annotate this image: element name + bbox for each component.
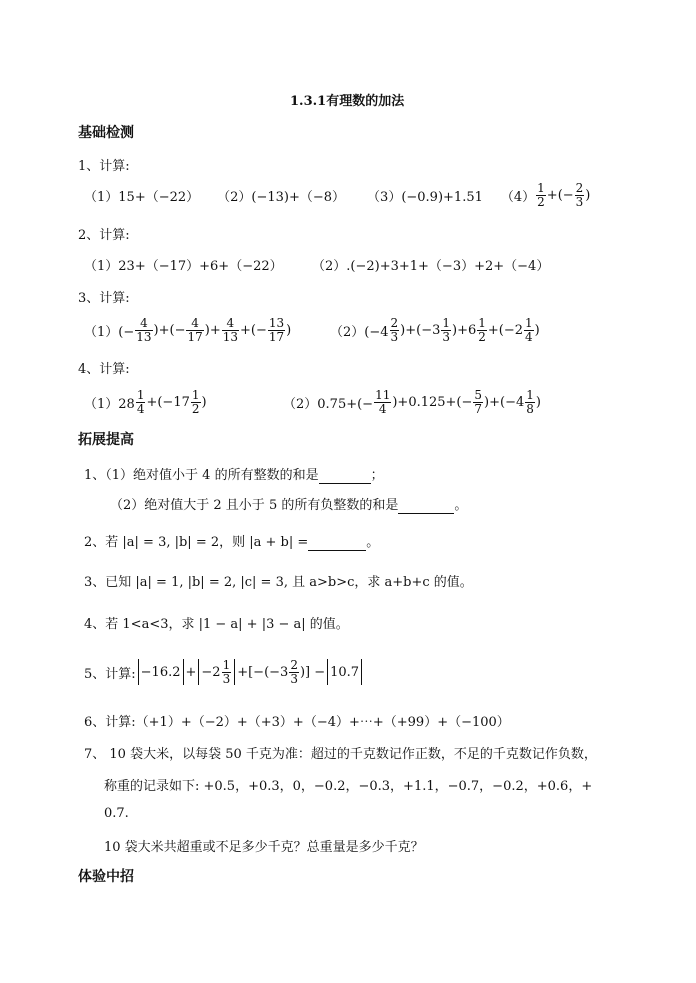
q4-label: 4、计算:: [78, 362, 130, 377]
fraction: $\frac{1}{2}$: [191, 387, 200, 416]
expr-text: （2）0.75+(−: [283, 396, 374, 412]
q1-label: 1、计算:: [78, 159, 130, 174]
page-title: 1.3.1有理数的加法: [290, 94, 405, 109]
fraction: $\frac{1}{4}$: [136, 387, 145, 416]
expr-text: )+0.125+(−: [392, 394, 473, 410]
expr-text: （1）28: [84, 396, 135, 412]
expr-text: )+: [204, 322, 221, 338]
expr-text: ): [201, 394, 207, 410]
fraction: $\frac{2}{3}$: [390, 315, 399, 344]
e3: 3、已知 |a| = 1, |b| = 2, |c| = 3, 且 a>b>c，求 a+b+c 的值。: [84, 575, 473, 590]
expr-text: −16.2: [140, 664, 181, 680]
fraction: $\frac{1}{2}$: [478, 315, 486, 344]
expr-text: −2: [201, 664, 221, 680]
q2-b: （2）.(−2)+3+1+（−3）+2+（−4）: [312, 259, 550, 274]
expr-text: )+(−3: [400, 322, 441, 338]
fraction: $\frac{4}{13}$: [136, 315, 152, 344]
e1-b-end: 。: [454, 498, 468, 513]
expr-text: +(−2: [487, 322, 524, 338]
fraction: $\frac{5}{7}$: [474, 387, 483, 416]
e5-prefix: 5、计算:: [84, 666, 136, 682]
e6: 6、计算:（+1）+（−2）+（+3）+（−4）+⋯+（+99）+（−100）: [84, 715, 510, 730]
q1-c: （3）(−0.9)+1.51: [367, 189, 483, 205]
abs-bar: [138, 659, 139, 685]
expr-text: )+(−4: [484, 394, 525, 410]
e1-a: [84, 464, 384, 484]
q4-a: [84, 384, 207, 420]
e2-end: 。: [366, 535, 380, 550]
answer-blank[interactable]: [308, 535, 366, 551]
expr-text: ): [534, 322, 540, 338]
expr-text: （2）(−4: [330, 324, 389, 340]
e7-line4: 10 袋大米共超重或不足多少千克？总重量是多少千克？: [104, 840, 424, 855]
fraction: $\frac{1}{4}$: [525, 315, 533, 344]
q2-a: （1）23+（−17）+6+（−22）: [84, 259, 283, 274]
fraction: $\frac{1}{3}$: [442, 315, 450, 344]
expr-text: )] −: [299, 664, 326, 680]
e4: 4、若 1<a<3，求 |1 − a| + |3 − a| 的值。: [84, 617, 349, 632]
q3-label: 3、计算:: [78, 291, 130, 306]
fraction: $\frac{4}{17}$: [187, 315, 203, 344]
abs-bar: [234, 659, 235, 685]
q1-d-end: ): [585, 187, 591, 203]
e7-line3: 0.7.: [104, 806, 129, 821]
section-heading-extend: 拓展提高: [78, 432, 134, 448]
q3-b: [330, 312, 540, 348]
e1-b-text: （2）绝对值大于 2 且小于 5 的所有负整数的和是: [110, 498, 399, 513]
e1-a-text: 1、（1）绝对值小于 4 的所有整数的和是: [84, 468, 319, 483]
fraction: $\frac{1}{3}$: [222, 657, 231, 686]
fraction: $\frac{2}{3}$: [290, 657, 298, 686]
expr-text: ): [286, 322, 292, 338]
expr-text: )+6: [452, 322, 477, 338]
e7-line1: 7、 10 袋大米，以每袋 50 千克为准：超过的千克数记作正数，不足的千克数记作负数，: [84, 747, 597, 762]
section-heading-exam: 体验中招: [78, 869, 134, 885]
q1-d-prefix: （4）: [500, 189, 536, 205]
fraction: $\frac{1}{8}$: [526, 387, 534, 416]
answer-blank[interactable]: [319, 468, 371, 484]
q2-label: 2、计算:: [78, 228, 130, 243]
e2-text: 2、若 |a| = 3, |b| = 2，则 |a + b| =: [84, 535, 309, 550]
section-heading-basic: 基础检测: [78, 125, 134, 141]
answer-blank[interactable]: [398, 498, 454, 514]
expr-text: +(−17: [146, 394, 190, 410]
expr-text: +(−: [240, 322, 267, 338]
e7-line2: 称重的记录如下: +0.5，+0.3，0，−0.2，−0.3，+1.1，−0.7，−0.2，+0.6，+: [104, 779, 593, 794]
expr-text: )+(−: [153, 322, 186, 338]
q1-a: （1）15+（−22）: [84, 189, 200, 205]
e2: [84, 531, 379, 551]
q1-b: （2）(−13)+（−8）: [217, 189, 346, 205]
fraction: $\frac{11}{4}$: [375, 387, 391, 416]
e1-b: [110, 494, 467, 514]
expr-text: +: [185, 664, 197, 680]
e1-a-end: ；: [370, 468, 384, 483]
q1-items: [84, 180, 590, 210]
fraction: $\frac{2}{3}$: [575, 180, 584, 209]
fraction: $\frac{13}{17}$: [268, 315, 285, 344]
q3-a: [84, 312, 291, 348]
expr-text: ): [535, 394, 541, 410]
expr-text: +[−(−3: [237, 664, 289, 680]
fraction: $\frac{4}{13}$: [222, 315, 238, 344]
abs-bar: [198, 659, 199, 685]
e5: [84, 654, 364, 690]
abs-bar: [327, 659, 328, 685]
abs-bar: [183, 659, 184, 685]
fraction: $\frac{1}{2}$: [537, 180, 545, 209]
expr-text: （1）(−: [84, 324, 135, 340]
expr-text: 10.7: [330, 664, 360, 680]
q1-d-mid: +(−: [546, 187, 574, 203]
q4-b: [283, 384, 541, 420]
abs-bar: [361, 659, 362, 685]
